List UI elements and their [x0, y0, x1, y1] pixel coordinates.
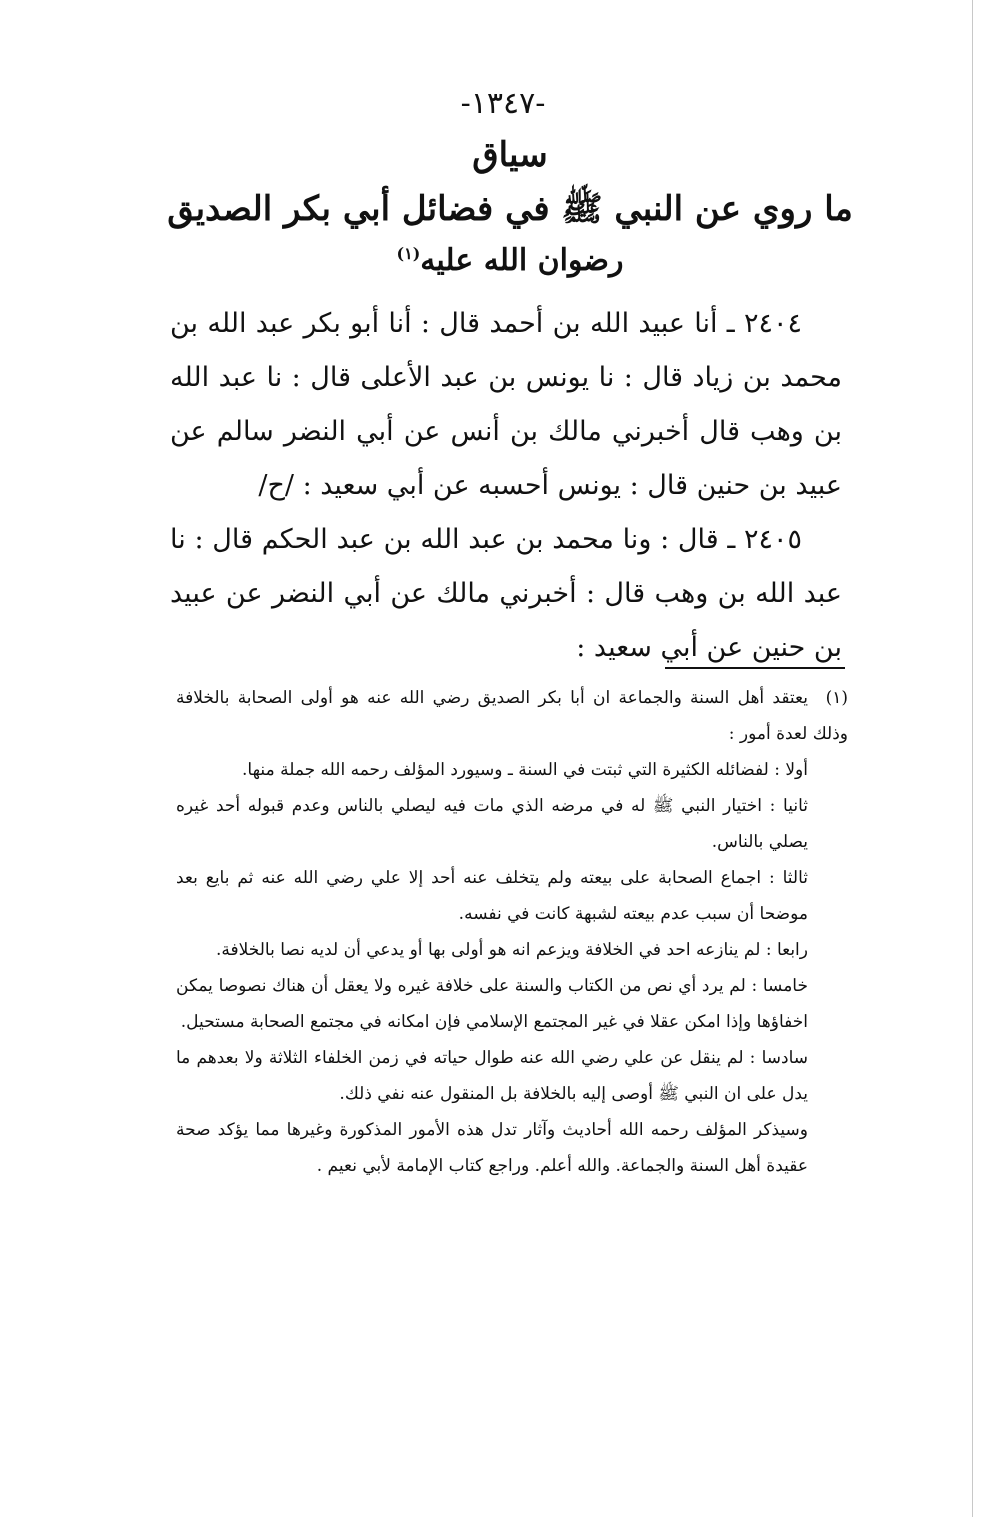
subtitle-text: رضوان الله عليه	[420, 243, 624, 278]
footnote-item: خامسا : لم يرد أي نص من الكتاب والسنة على خلافة غيره ولا يعقل أن هناك نصوصا يمكن اخفاؤها وإذا امكن عقلا في غير المجتمع الإسلامي فإن امكانه في مجتمع الصحابة مستحيل.	[176, 976, 808, 1032]
section-subtitle-continued	[120, 243, 900, 278]
main-text	[170, 297, 842, 675]
footnote-separator	[665, 667, 845, 669]
footnote-reference: (١)	[396, 244, 421, 263]
footnote-item: ثالثا : اجماع الصحابة على بيعته ولم يتخلف عنه أحد إلا علي رضي الله عنه ثم بايع بعد موضحا أن سبب عدم بيعته لشبهة كانت في نفسه.	[176, 868, 808, 924]
footnote-intro	[176, 680, 848, 752]
scan-edge-line	[972, 0, 973, 1517]
footnote-intro-text: يعتقد أهل السنة والجماعة ان أبا بكر الصديق رضي الله عنه هو أولى الصحابة بالخلافة وذلك لعدة أمور :	[176, 688, 848, 744]
footnote-item: ثانيا : اختيار النبي ﷺ له في مرضه الذي مات فيه ليصلي بالناس وعدم قبوله أحد غيره يصلي بالناس.	[176, 796, 808, 852]
hadith-paragraph: ٢٤٠٤ ـ أنا عبيد الله بن أحمد قال : أنا أبو بكر عبد الله بن محمد بن زياد قال : نا يونس بن عبد الأعلى قال : نا عبد الله بن وهب قال أخبرني مالك بن أنس عن أبي النضر سالم عن عبيد بن حنين قال : يونس أحسبه عن أبي سعيد : /ح/	[170, 308, 842, 501]
footnote-item: سادسا : لم ينقل عن علي رضي الله عنه طوال حياته في زمن الخلفاء الثلاثة ولا بعدهم ما يدل على ان النبي ﷺ أوصى إليه بالخلافة بل المنقول عنه نفي ذلك.	[176, 1048, 808, 1104]
footnote-item: وسيذكر المؤلف رحمه الله أحاديث وآثار تدل هذه الأمور المذكورة وغيرها مما يؤكد صحة عقيدة أهل السنة والجماعة. والله أعلم. وراجع كتاب الإمامة لأبي نعيم .	[176, 1120, 808, 1176]
footnote-marker: (١)	[825, 688, 848, 708]
section-subtitle: ما روي عن النبي ﷺ في فضائل أبي بكر الصديق	[167, 189, 853, 229]
section-title: سياق	[472, 135, 548, 175]
footnote-item: أولا : لفضائله الكثيرة التي ثبتت في السنة ـ وسيورد المؤلف رحمه الله جملة منها.	[242, 760, 808, 780]
hadith-paragraph: ٢٤٠٥ ـ قال : ونا محمد بن عبد الله بن عبد الحكم قال : نا عبد الله بن وهب قال : أخبرني مالك عن أبي النضر عن عبيد بن حنين عن أبي سعيد :	[170, 524, 842, 663]
footnote-item: رابعا : لم ينازعه احد في الخلافة ويزعم انه هو أولى بها أو يدعي أن لديه نصا بالخلافة.	[215, 940, 808, 960]
page-number: -١٣٤٧-	[460, 86, 546, 121]
footnote-block	[176, 680, 848, 1184]
